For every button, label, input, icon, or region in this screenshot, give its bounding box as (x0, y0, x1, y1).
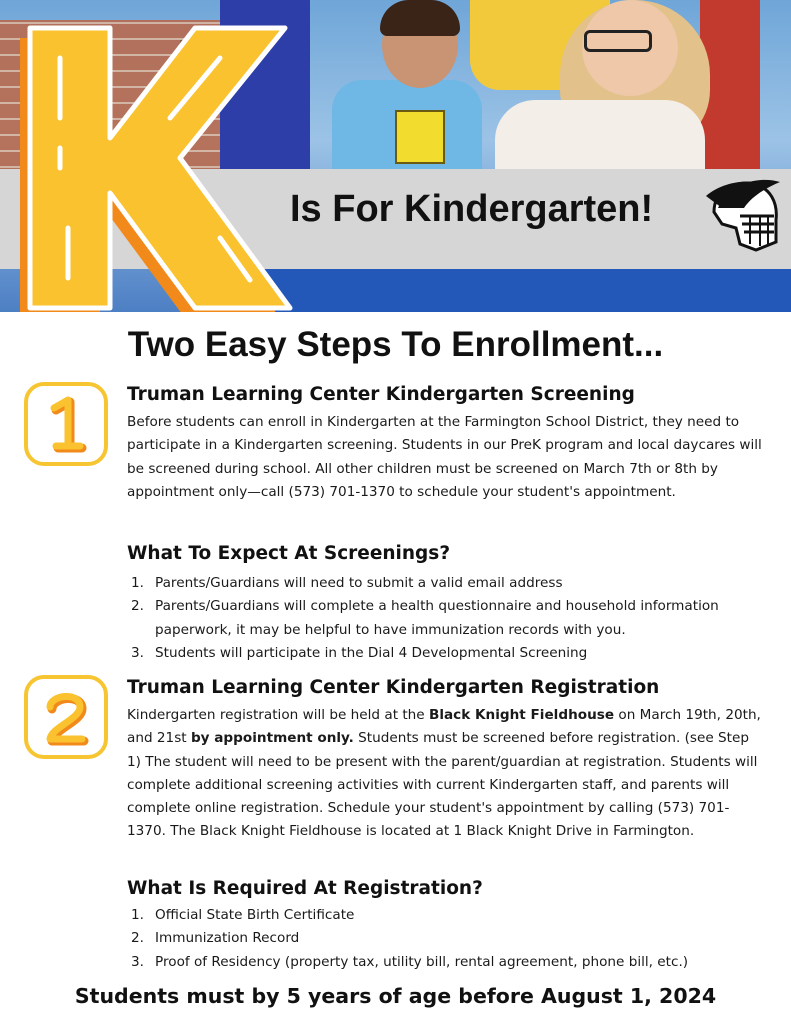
knight-helmet-icon (700, 172, 786, 258)
list-item: 3. Students will participate in the Dial 4 Developmental Screening (131, 644, 588, 661)
main-heading: Two Easy Steps To Enrollment... (127, 325, 664, 364)
number-two-icon (28, 679, 104, 755)
registration-requirements-heading: What Is Required At Registration? (127, 878, 483, 899)
banner-title: Is For Kindergarten! (290, 188, 654, 230)
big-k-letter (0, 0, 310, 312)
step-1-badge (24, 382, 108, 466)
screening-expectations-list (127, 572, 767, 665)
list-item: 3. Proof of Residency (property tax, utility bill, rental agreement, phone bill, etc.) (131, 953, 689, 970)
step-2-section (127, 677, 767, 844)
fieldhouse-name: Black Knight Fieldhouse (428, 707, 615, 723)
registration-requirements-list (127, 904, 767, 974)
step-1-title: Truman Learning Center Kindergarten Screening (127, 384, 635, 405)
list-item: 2. Parents/Guardians will complete a health questionnaire and household information paperwork, it may be helpful to have immunization records with you. (131, 598, 719, 638)
child-photo-boy-hair (380, 0, 460, 36)
screening-expectations-heading: What To Expect At Screenings? (127, 543, 451, 564)
step-2-badge (24, 675, 108, 759)
appointment-only-note: by appointment only. (190, 730, 354, 747)
list-item: 1. Official State Birth Certificate (131, 907, 355, 923)
list-item: 2. Immunization Record (131, 930, 300, 947)
hero-banner (0, 0, 791, 312)
age-requirement-note: Students must by 5 years of age before August 1, 2024 (74, 984, 717, 1008)
number-one-icon (28, 386, 104, 462)
shirt-graphic (395, 110, 445, 164)
list-item: 1. Parents/Guardians will need to submit a valid email address (131, 575, 563, 591)
child-photo-girl-body (495, 100, 705, 180)
step-2-body: Kindergarten registration will be held at the Black Knight Fieldhouse on March 19th, 20th, and 21st by appointment only. Students must be screened before registration. (see Step 1) The student will need to be present with the parent/guardian at registration. Students will complete additional screening activities with current Kindergarten staff, and parents will complete online registration. Schedule your student's appointment by calling (573) 701-1370. The Black Knight Fieldhouse is located at 1 Black Knight Drive in Farmington. (127, 707, 761, 840)
step-1-section (127, 384, 767, 504)
step-2-title: Truman Learning Center Kindergarten Registration (127, 677, 660, 698)
glasses (584, 30, 652, 52)
step-1-body: Before students can enroll in Kindergarten at the Farmington School District, they need to participate in a Kindergarten screening. Students in our PreK program and local daycares will be screened during school. All other children must be screened on March 7th or 8th by appointment only—call (573) 701-1370 to schedule your student's appointment. (127, 414, 762, 500)
